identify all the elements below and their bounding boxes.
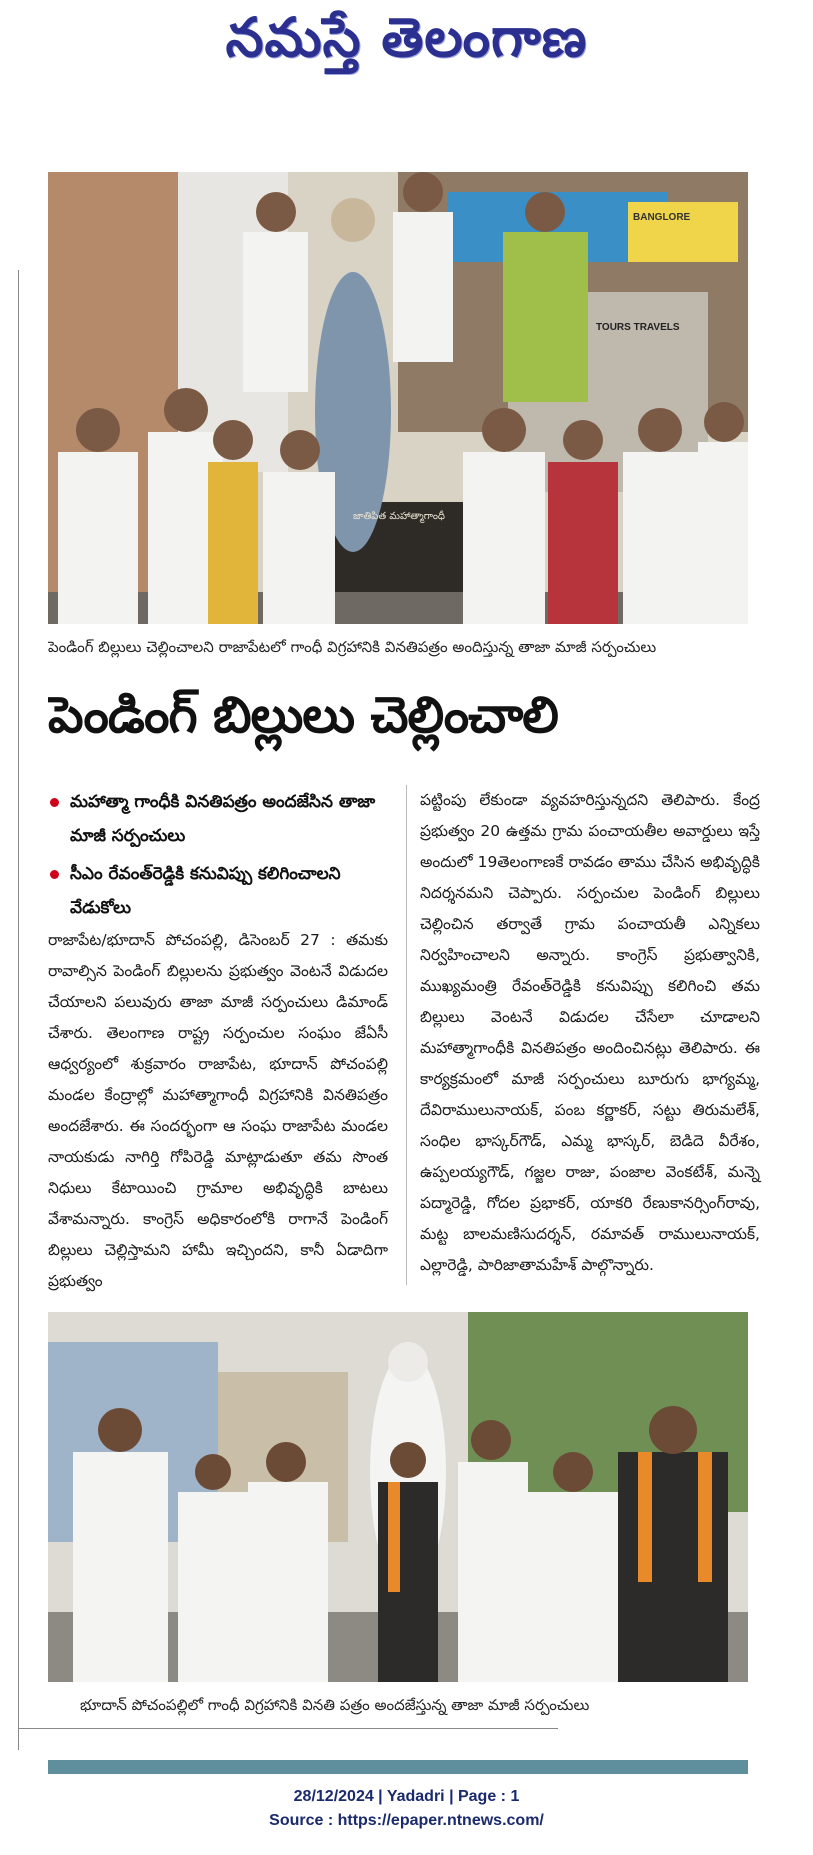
article-paragraph: రాజాపేట/భూదాన్ పోచంపల్లి, డిసెంబర్ 27 : తమకు రావాల్సిన పెండింగ్ బిల్లులను ప్రభుత్వం వెంటనే విడుదల చేయాలని పలువురు తాజా మాజీ సర్పంచులు డిమాండ్ చేశారు. తెలంగాణ రాష్ట్ర సర్పంచుల సంఘం జేఏసీ ఆధ్వర్యంలో శుక్రవారం రాజాపేట, భూదాన్ పోచంపల్లి మండల కేంద్రాల్లో మహాత్మాగాంధీ విగ్రహానికి వినతిపత్రం అందజేశారు. ఈ సందర్భంగా ఆ సంఘ రాజాపేట మండల నాయకుడు నాగిర్తి గోపిరెడ్డి మాట్లాడుతూ తమ సొంత నిధులు కేటాయించి గ్రామాల అభివృద్ధికి బాటలు వేశామన్నారు. కాంగ్రెస్ అధికారంలోకి రాగానే పెండింగ్ బిల్లులు చెల్లిస్తామని హామీ ఇచ్చిందని, కానీ ఏడాదిగా ప్రభుత్వం — [48, 931, 388, 1290]
left-margin-rule — [18, 270, 19, 1750]
shop-sign: BANGLORE — [633, 212, 691, 223]
article-paragraph: పట్టింపు లేకుండా వ్యవహరిస్తున్నదని తెలిపారు. కేంద్ర ప్రభుత్వం 20 ఉత్తమ గ్రామ పంచాయతీల అవార్డులు ఇస్తే అందులో 19తెలంగాణకే రావడం తాము చేసిన అభివృద్ధికి నిదర్శనమని చెప్పారు. సర్పంచుల పెండింగ్ బిల్లులు చెల్లించిన తర్వాతే గ్రామ పంచాయతీ ఎన్నికలు నిర్వహించాలని అన్నారు. కాంగ్రెస్ ప్రభుత్వానికి, ముఖ్యమంత్రి రేవంత్‌రెడ్డికి కనువిప్పు కలిగించి తమ బిల్లులు వెంటనే విడుదల చేసేలా చూడాలని మహాత్మాగాంధీకి వినతిపత్రం అందించినట్లు తెలిపారు. ఈ కార్యక్రమంలో మాజీ సర్పంచులు బూరుగు భాగ్యమ్మ, దేవిరాములునాయక్, పంబ కర్ణాకర్, సట్టు తిరుమలేశ్, సంధిల భాస్కర్‌గౌడ్, ఎమ్మ భాస్కర్, బెడిదె వీరేశం, ఉప్పలయ్యగౌడ్, గజ్జల రాజు, పంజాల వెంకటేశ్, మన్నె పద్మారెడ్డి, గోదల ప్రభాకర్, యాకరి రేణుకానర్సింగ్‌రావు, మట్ట బాలమణిసుదర్శన్, రమావత్ రాములునాయక్, ఎల్లారెడ్డి, పారిజాతామహేశ్ పాల్గొన్నారు. — [420, 791, 760, 1274]
news-photo-rajapet — [48, 172, 748, 624]
travels-sign: TOURS TRAVELS — [596, 322, 680, 333]
statue-plaque: జాతిపిత మహాత్మాగాంధీ — [353, 511, 445, 522]
column-divider — [406, 785, 407, 1285]
footer-date-edition: 28/12/2024 | Yadadri | Page : 1 — [293, 1788, 520, 1805]
news-photo-bhoodan-pochampally — [48, 1312, 748, 1682]
highlight-item — [48, 857, 388, 925]
highlight-text: సీఎం రేవంత్‌రెడ్డికి కనువిప్పు కలిగించాలని వేడుకోలు — [70, 864, 341, 918]
bullet-dot — [50, 798, 59, 807]
article-body-left — [48, 925, 388, 1297]
bottom-rule — [18, 1728, 558, 1729]
next-photo-strip — [48, 1760, 748, 1774]
bullet-dot — [50, 870, 59, 879]
highlight-item — [48, 785, 388, 853]
headline: పెండింగ్ బిల్లులు చెల్లించాలి — [48, 686, 558, 744]
article-body-right — [420, 785, 760, 1281]
masthead-logo: నమస్తే తెలంగాణ — [225, 6, 588, 69]
highlights — [48, 785, 388, 929]
highlight-text: మహాత్మా గాంధీకి వినతిపత్రం అందజేసిన తాజా మాజీ సర్పంచులు — [70, 792, 376, 846]
photo-caption-rajapet: పెండింగ్ బిల్లులు చెల్లించాలని రాజాపేటలో గాంధీ విగ్రహానికి వినతిపత్రం అందిస్తున్న తాజా మాజీ సర్పంచులు — [48, 638, 657, 656]
photo-caption-bhoodan-pochampally: భూదాన్ పోచంపల్లిలో గాంధీ విగ్రహానికి వినతి పత్రం అందజేస్తున్న తాజా మాజీ సర్పంచులు — [80, 1696, 590, 1714]
footer-source[interactable]: Source : https://epaper.ntnews.com/ — [269, 1812, 544, 1829]
